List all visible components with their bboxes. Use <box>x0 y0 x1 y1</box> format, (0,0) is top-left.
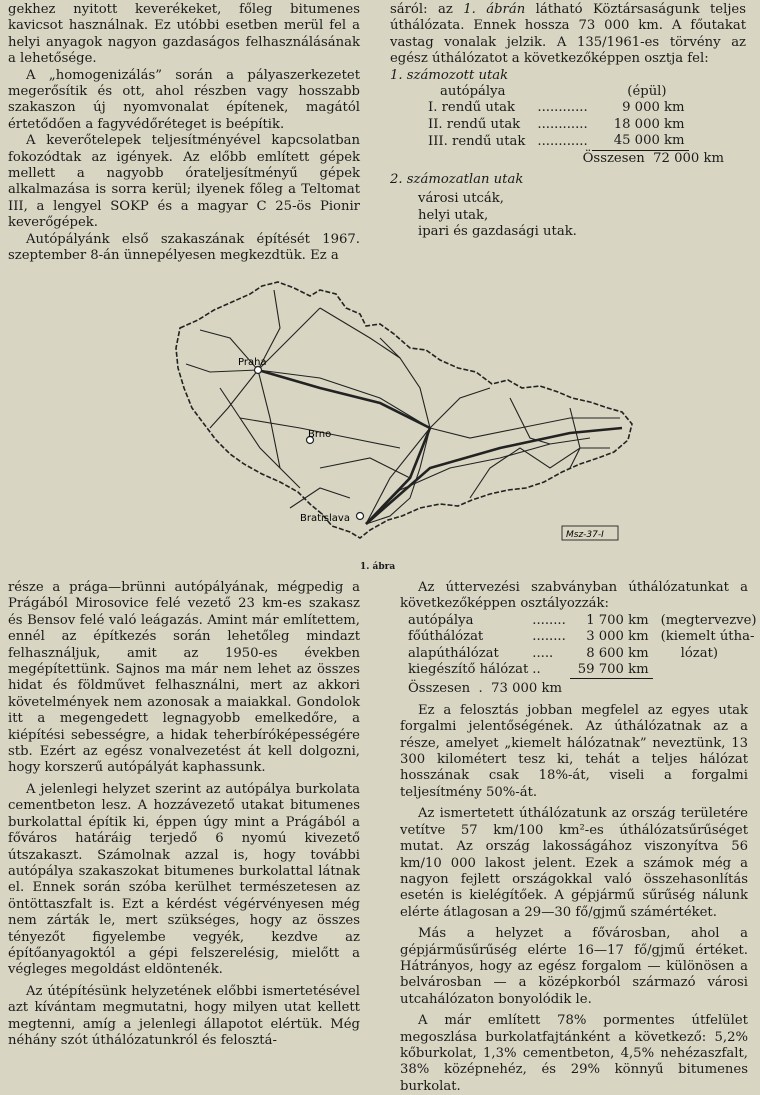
unnumbered-roads-list <box>418 191 746 240</box>
paragraph: része a prága—brünni autópályának, mégpedig a Prágából Mirosovice felé vezető 23 km-es szakasz és Bensov felé való leágazás. Amint már említettem, ennél az építkezés során lehetőleg mindazt felhasználjuk, amit az 1950-es években megépítettünk. Sajnos ma már nem lehet az összes hidat és földművet felhasználni, mert az akkori követelmények nem azonosak a maiakkal. Gondolok itt a megengedett legnagyobb emelkedőre, a kiépítési sebességre, a hidak teherbíróképességére stb. Ezért az egész vonalvezetést át kell dolgozni, hogy korszerű autópályát kaphassunk. <box>8 580 360 776</box>
table-row <box>428 133 689 150</box>
table-cell: ..... <box>532 645 554 661</box>
table-cell: ............ <box>537 100 588 116</box>
table-row <box>408 629 760 645</box>
table-cell: II. rendű utak <box>428 116 521 132</box>
table-row <box>408 613 760 629</box>
table-cell: ............ <box>537 133 588 149</box>
paragraph: A már említett 78% pormentes útfelület megoszlása burkolatfajtánként a következő: 5,2% kőburkolat, 1,3% cementbeton, 4,5% nehézaszfalt, 38% középnehéz, és 29% könnyű bitumenes burkolat. <box>400 1013 748 1094</box>
paragraph: Ez a felosztás jobban megfelel az egyes utak forgalmi jelentőségének. Az úthálózatnak az a része, amelyet „kiemelt hálózatnak” neveztünk, 13 300 kilométert tesz ki, tehát a teljes hálózat hosszának csak 18%-át, viseli a forgalmi teljesítmény 50%-át. <box>400 702 748 800</box>
total-line: Összesen 72 000 km <box>582 150 724 166</box>
table-cell: lózat) <box>680 645 719 661</box>
map-stamp: Msz-37-I <box>566 530 604 540</box>
table-row <box>408 646 760 662</box>
city-label-brno: Brno <box>308 429 332 440</box>
table-cell: III. rendű utak <box>428 133 526 149</box>
paragraph: A „homogenizálás” során a pályaszerkezetet megerősítik és ott, ahol részben vagy hosszabb szakaszon új nyomvonalat építenek, magától értetődően a fagyvédőréteget is beépítik. <box>8 67 360 132</box>
city-label-bratislava: Bratislava <box>300 513 350 524</box>
table-cell: ............ <box>537 116 588 132</box>
text: látható Köztársaságunk teljes úthálózata. Ennek hossza 73 000 km. A főutakat vastag vonalak jelzik. A 135/1961-es törvény az egész úthálózatot a következőképpen osztja fel: <box>390 2 746 67</box>
list-item: városi utcák, <box>418 191 504 207</box>
table-row <box>428 84 689 100</box>
bottom-right-column <box>400 580 757 1095</box>
city-label-praha: Praha <box>238 357 267 368</box>
table-cell: (megtervezve) <box>660 612 757 628</box>
table-cell: főúthálózat <box>408 629 484 645</box>
table-cell: 3 000 km <box>586 629 649 645</box>
bottom-left-column <box>8 580 360 1049</box>
table-row <box>408 662 760 679</box>
paragraph: Más a helyzet a fővárosban, ahol a gépjárműsűrűség elérte 16—17 fő/gjmű értéket. Hátrányos, hogy az egész forgalom — különösen a belvárosban — a középkorból származó városi utcahálózaton bonyolódik le. <box>400 926 748 1007</box>
table-cell: .. <box>532 662 541 678</box>
paragraph: Az úttervezési szabványban úthálózatunkat a következőképpen osztályozzák: <box>400 580 748 612</box>
table-row <box>428 117 689 133</box>
table-cell: (épül) <box>627 84 667 100</box>
main-road-lines <box>258 370 622 524</box>
paragraph: Autópályánk első szakaszának építését 1967. szeptember 8-án ünnepélyesen megkezdtük. Ez a <box>8 231 360 264</box>
table-cell: kiegészítő hálózat <box>408 662 529 678</box>
table-row <box>428 100 689 116</box>
table-cell <box>653 662 760 679</box>
table-cell: 18 000 km <box>613 116 685 132</box>
paragraph: A keverőtelepek teljesítményével kapcsolatban fokozódtak az igények. Az előbb említett gépek mellett a nagyobb órateljesítményű gépek alkalmazása is sorra kerül; ilyenek főleg a Teltomat III, a lengyel SOKP és a magyar C 25-ös Pionir keverőgépek. <box>8 133 360 231</box>
table-cell: ........ <box>532 629 566 645</box>
table-cell <box>529 84 591 100</box>
table-cell: autópálya <box>408 612 474 628</box>
paragraph: Az útépítésünk helyzetének előbbi ismertetésével azt kívántam megmutatni, hogy milyen utat kellett megtenni, amíg a jelenlegi állapotot elértük. Még néhány szót úthálózatunkról és felosztá- <box>8 983 360 1048</box>
top-left-column <box>8 2 360 265</box>
bratislava-marker <box>357 513 364 520</box>
paragraph: A jelenlegi helyzet szerint az autópálya burkolata cementbeton lesz. A hozzávezető utakat bitumenes burkolattal építik ki, éppen úgy mint a Prágából a főváros határáig terjedő 6 nyomú kivezető útszakaszt. Számolnak azzal is, hogy további autópálya szakaszokat bitumenes burkolattal látnak el. Ennek során szóba kerülhet természetesen az öntöttaszfalt is. Ezt a kérdést végérvényesen még nem zárták le, mert szükséges, hogy az összes tényezőt figyelembe vegyék, kezdve az építőanyagoktól a gépi felszerelésig, mielőtt a végleges megoldást eldöntenék. <box>8 781 360 978</box>
table-cell: autópálya <box>440 84 506 100</box>
section-heading: 2. számozatlan utak <box>390 172 524 188</box>
table-cell: (kiemelt útha- <box>660 629 755 645</box>
figure-reference: 1. ábrán <box>463 2 526 17</box>
text: sáról: az <box>390 2 464 17</box>
table-cell: 1 700 km <box>586 612 649 628</box>
list-item: ipari és gazdasági utak. <box>418 224 577 240</box>
table-cell: 9 000 km <box>622 100 685 116</box>
table-cell: 45 000 km <box>592 133 689 150</box>
total-line: Összesen . 73 000 km <box>408 681 562 697</box>
figure-caption: 1. ábra <box>360 562 396 572</box>
paragraph <box>390 2 746 68</box>
map-svg <box>170 268 640 570</box>
table-cell: I. rendű utak <box>428 100 515 116</box>
paragraph: Az ismertetett úthálózatunk az ország területére vetítve 57 km/100 km²-es úthálózatsűrűséget mutat. Az ország lakosságához viszonyítva 56 km/10 000 lakost jelent. Ezek a számok még a nagyon fejlett országokkal való összehasonlítás esetén is kielégítőek. A gépjármű sűrűség nálunk elérte átlagosan a 29—30 fő/gjmű számértéket. <box>400 806 748 920</box>
road-lines <box>186 290 620 524</box>
table-cell: alapúthálózat <box>408 645 499 661</box>
section-heading: 1. számozott utak <box>390 67 509 83</box>
table-cell: 8 600 km <box>586 645 649 661</box>
list-item: helyi utak, <box>418 207 489 223</box>
table-cell: 59 700 km <box>570 662 653 679</box>
top-right-column <box>390 2 746 241</box>
numbered-roads-table <box>428 84 689 151</box>
table-cell: ........ <box>532 612 566 628</box>
paragraph: gekhez nyitott keverékeket, főleg bitumenes kavicsot használnak. Ez utóbbi esetben merül fel a helyi anyagok nagyon gazdaságos felhasználásának a lehetősége. <box>8 2 360 67</box>
classification-table <box>408 613 760 680</box>
country-border <box>176 282 632 538</box>
road-network-map <box>170 268 640 570</box>
